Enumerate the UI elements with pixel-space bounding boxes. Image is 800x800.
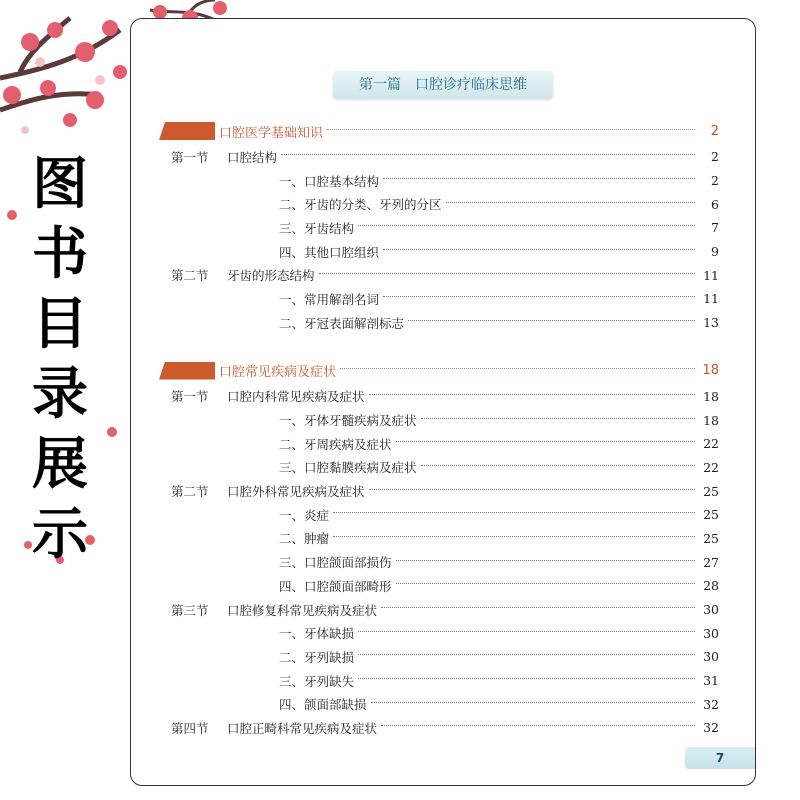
section-label: 第二节 [171, 268, 209, 284]
section-label: 第四节 [171, 720, 209, 736]
toc-page-number: 32 [703, 696, 719, 712]
leader-dots [396, 560, 695, 561]
toc-title: 二、牙齿的分类、牙列的分区 [279, 197, 442, 213]
toc-page-number: 18 [703, 412, 719, 428]
chapter-marker [159, 122, 215, 140]
toc-title: 三、口腔颌面部损伤 [279, 555, 392, 571]
toc-section[interactable] [159, 598, 719, 622]
toc-title: 三、牙齿结构 [279, 220, 355, 236]
page-number: 7 [685, 747, 755, 769]
toc-section[interactable] [159, 263, 719, 287]
toc-item[interactable] [159, 240, 719, 264]
leader-dots [383, 178, 695, 179]
toc-chapter[interactable] [159, 357, 719, 385]
toc-title: 一、牙体缺损 [279, 626, 355, 642]
toc-item[interactable] [159, 621, 719, 645]
toc-title: 二、牙列缺损 [279, 649, 355, 665]
toc-title: 四、颌面部缺损 [279, 697, 367, 713]
leader-dots [369, 394, 695, 395]
toc-title: 二、牙冠表面解剖标志 [279, 315, 405, 331]
toc-section[interactable] [159, 385, 719, 409]
toc-page-number: 22 [703, 436, 719, 452]
leader-dots [358, 678, 695, 679]
leader-dots [383, 296, 695, 297]
toc-item[interactable] [159, 216, 719, 240]
toc-item[interactable] [159, 503, 719, 527]
leader-dots [421, 465, 695, 466]
toc-title: 三、口腔黏膜疾病及症状 [279, 460, 417, 476]
toc-page-number: 6 [711, 196, 719, 212]
toc-item[interactable] [159, 169, 719, 193]
side-title [20, 150, 100, 570]
leader-dots [319, 273, 695, 274]
toc-item[interactable] [159, 645, 719, 669]
toc-section[interactable] [159, 716, 719, 740]
toc-title: 一、常用解剖名词 [279, 291, 380, 307]
toc-title: 口腔医学基础知识 [219, 125, 324, 141]
section-label: 第一节 [171, 389, 209, 405]
toc-item[interactable] [159, 550, 719, 574]
side-title-char: 示 [32, 502, 88, 567]
leader-dots [371, 702, 695, 703]
toc-page-number: 18 [702, 363, 719, 378]
leader-dots [396, 441, 695, 442]
toc-item[interactable] [159, 527, 719, 551]
leader-dots [358, 225, 695, 226]
toc-page-number: 31 [703, 673, 719, 689]
section-label: 第一节 [171, 149, 209, 165]
toc-title: 一、牙体牙髓疾病及症状 [279, 413, 417, 429]
leader-dots [369, 489, 695, 490]
toc-page-number: 30 [703, 625, 719, 641]
side-title-char: 录 [32, 362, 88, 427]
toc-page-number: 2 [711, 173, 719, 189]
toc-page-number: 22 [703, 459, 719, 475]
toc-item[interactable] [159, 456, 719, 480]
toc-item[interactable] [159, 574, 719, 598]
toc-title: 一、口腔基本结构 [279, 173, 380, 189]
side-title-char: 书 [32, 222, 88, 287]
leader-dots [333, 536, 695, 537]
toc-page-number: 18 [703, 388, 719, 404]
leader-dots [396, 583, 695, 584]
leader-dots [340, 368, 695, 369]
toc-title: 口腔外科常见疾病及症状 [227, 484, 365, 500]
toc-title: 四、口腔颌面部畸形 [279, 578, 392, 594]
toc-title: 口腔内科常见疾病及症状 [227, 389, 365, 405]
part-title: 第一篇 口腔诊疗临床思维 [333, 71, 553, 99]
leader-dots [421, 418, 695, 419]
toc-page-number: 32 [703, 720, 719, 736]
toc-title: 口腔结构 [227, 149, 278, 165]
leader-dots [333, 512, 695, 513]
toc-title: 二、肿瘤 [279, 531, 330, 547]
toc-page-number: 30 [703, 649, 719, 665]
leader-dots [281, 154, 695, 155]
toc-page-number: 25 [703, 507, 719, 523]
toc-page-number: 2 [711, 149, 719, 165]
toc-item[interactable] [159, 408, 719, 432]
toc-item[interactable] [159, 432, 719, 456]
table-of-contents [159, 117, 719, 740]
toc-page-number: 7 [711, 220, 719, 236]
toc-page-number: 25 [703, 483, 719, 499]
toc-page-number: 25 [703, 530, 719, 546]
toc-section[interactable] [159, 479, 719, 503]
toc-title: 二、牙周疾病及症状 [279, 436, 392, 452]
leader-dots [381, 607, 695, 608]
toc-section[interactable] [159, 145, 719, 169]
toc-gap [159, 335, 719, 357]
toc-page-number: 2 [710, 123, 719, 139]
toc-title: 一、炎症 [279, 507, 330, 523]
chapter-marker [159, 362, 215, 380]
toc-title: 四、其他口腔组织 [279, 244, 380, 260]
toc-page-number: 9 [711, 244, 719, 260]
toc-title: 三、牙列缺失 [279, 673, 355, 689]
leader-dots [381, 725, 695, 726]
leader-dots [327, 129, 695, 130]
leader-dots [383, 249, 695, 250]
leader-dots [358, 654, 695, 655]
toc-page-number: 27 [703, 554, 719, 570]
toc-page-number: 11 [703, 291, 719, 307]
toc-title: 口腔常见疾病及症状 [219, 365, 337, 380]
toc-item[interactable] [159, 669, 719, 693]
toc-page-number: 30 [703, 602, 719, 618]
section-label: 第二节 [171, 484, 209, 500]
leader-dots [358, 631, 695, 632]
side-title-char: 目 [32, 292, 88, 357]
book-page [130, 18, 756, 786]
toc-title: 口腔修复科常见疾病及症状 [227, 602, 378, 618]
toc-page-number: 28 [703, 578, 719, 594]
toc-item[interactable] [159, 192, 719, 216]
toc-item[interactable] [159, 287, 719, 311]
toc-page-number: 11 [703, 267, 719, 283]
section-label: 第三节 [171, 602, 209, 618]
side-title-char: 展 [32, 432, 88, 497]
toc-title: 牙齿的形态结构 [227, 268, 315, 284]
leader-dots [408, 320, 695, 321]
toc-chapter[interactable] [159, 117, 719, 145]
side-title-char: 图 [32, 152, 88, 217]
toc-page-number: 13 [703, 315, 719, 331]
toc-title: 口腔正畸科常见疾病及症状 [227, 720, 378, 736]
toc-item[interactable] [159, 692, 719, 716]
leader-dots [446, 202, 695, 203]
toc-item[interactable] [159, 311, 719, 335]
